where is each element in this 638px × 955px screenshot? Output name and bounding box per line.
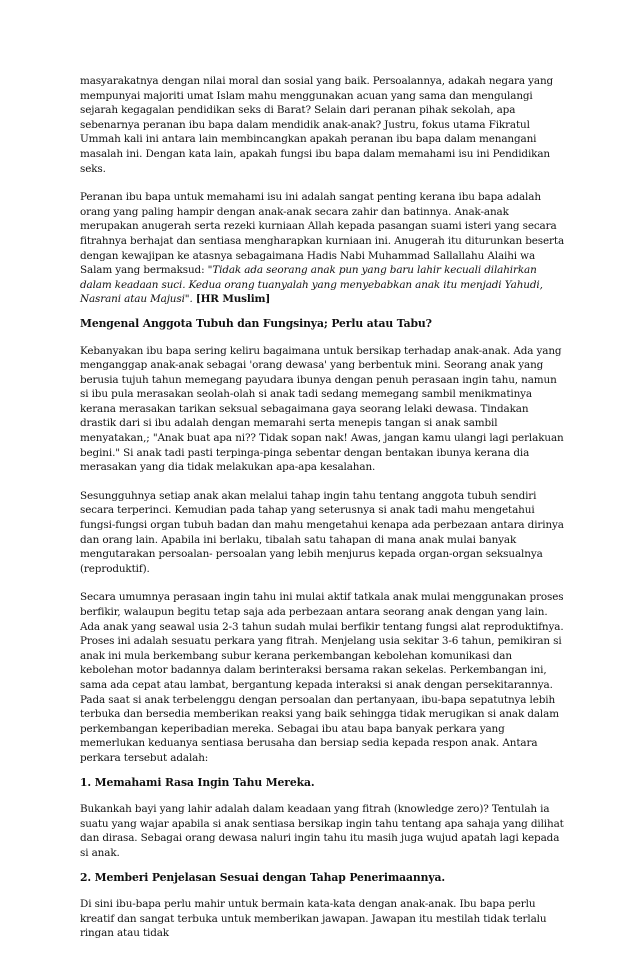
section-heading-body-parts: Mengenal Anggota Tubuh dan Fungsinya; Perlu atau Tabu? [80, 316, 432, 330]
paragraph-curiosity: Sesungguhnya setiap anak akan melalui tahap ingin tahu tentang anggota tubuh sendiri secara terperinci. Kemudian pada tahap yang seterusnya si anak tadi mahu mengetahui fungsi-fungsi organ tubuh badan dan mahu mengetahui kenapa ada perbezaan antara dirinya dan orang lain. Apabila ini berlaku, tibalah satu tahapan di mana anak mulai banyak mengutarakan persoalan- persoalan yang lebih menjurus kepada organ-organ seksualnya (reproduktif). [80, 489, 564, 575]
section-heading-understand: 1. Memahami Rasa Ingin Tahu Mereka. [80, 775, 315, 789]
section-heading-explain: 2. Memberi Penjelasan Sesuai dengan Tahap Penerimaannya. [80, 870, 446, 884]
paragraph-general: Secara umumnya perasaan ingin tahu ini mulai aktif tatkala anak mulai menggunakan proses berfikir, walaupun begitu tetap saja ada perbezaan antara seorang anak dengan yang lain. Ada anak yang seawal usia 2-3 tahun sudah mulai berfikir tentang fungsi alat reproduktifnya. Proses ini adalah sesuatu perkara yang fitrah. Menjelang usia sekitar 3-6 tahun, pemikiran si anak ini mula berkembang subur kerana perkembangan kebolehan komunikasi dan kebolehan motor badannya dalam berinteraksi bersama rakan sekelas. Perkembangan ini, sama ada cepat atau lambat, bergantung kepada interaksi si anak dengan persekitarannya. Pada saat si anak terbelenggu dengan persoalan dan pertanyaan, ibu-bapa sepatutnya lebih terbuka dan bersedia memberikan reaksi yang baik sehingga tidak merugikan si anak dalam perkembangan keperibadian mereka. Sebagai ibu atau bapa banyak perkara yang memerlukan keduanya sentiasa berusaha dan bersiap sedia kepada respon anak. Antara perkara tersebut adalah: [80, 591, 564, 764]
paragraph-parent-skill: Di sini ibu-bapa perlu mahir untuk bermain kata-kata dengan anak-anak. Ibu bapa perlu kreatif dan sangat terbuka untuk memberikan jawapan. Jawapan itu mestilah tidak terlalu ringan atau tidak [80, 898, 547, 940]
paragraph-parent-role-text: Peranan ibu bapa untuk memahami isu ini adalah sangat penting kerana ibu bapa adalah orang yang paling hampir dengan anak-anak secara zahir dan batinnya. Anak-anak merupakan anugerah serta rezeki kurniaan Allah kepada pasangan suami isteri yang secara fitrahnya berhajat dan sentiasa mengharapkan kurniaan ini. Anugerah itu diturunkan beserta dengan kewajipan ke atasnya sebagaimana Hadis Nabi Muhammad Sallallahu Alaihi wa Salam yang bermaksud: [80, 191, 565, 277]
paragraph-parent-role [80, 190, 564, 307]
document-page [80, 74, 564, 955]
hadith-source: [HR Muslim] [195, 293, 271, 306]
paragraph-baby-nature: Bukankah bayi yang lahir adalah dalam keadaan yang fitrah (knowledge zero)? Tentulah ia suatu yang wajar apabila si anak sentiasa bersikap ingin tahu tentang apa sahaja yang dilihat dan dirasa. Sebagai orang dewasa naluri ingin tahu itu masih juga wujud apatah lagi kepada si anak. [80, 803, 564, 859]
paragraph-confusion: Kebanyakan ibu bapa sering keliru bagaimana untuk bersikap terhadap anak-anak. Ada yang menganggap anak-anak sebagai 'orang dewasa' yang berbentuk mini. Seorang anak yang berusia tujuh tahun memegang payudara ibunya dengan penuh perasaan ingin tahu, namun si ibu pula merasakan seolah-olah si anak tadi sedang memegang sambil menikmatinya kerana merasakan tarikan seksual sebagaimana gaya seorang lelaki dewasa. Tindakan drastik dari si ibu adalah dengan memarahi serta menepis tangan si anak sambil menyatakan,; "Anak buat apa ni?? Tidak sopan nak! Awas, jangan kamu ulangi lagi perlakuan begini." Si anak tadi pasti terpinga-pinga sebentar dengan bentakan ibunya kerana dia merasakan yang dia tidak melakukan apa-apa kesalahan. [80, 344, 564, 474]
paragraph-intro: masyarakatnya dengan nilai moral dan sosial yang baik. Persoalannya, adakah negara yang mempunyai majoriti umat Islam mahu menggunakan acuan yang sama dan mengulangi sejarah kegagalan pendidikan seks di Barat? Selain dari peranan pihak sekolah, apa sebenarnya peranan ibu bapa dalam mendidik anak-anak? Justru, fokus utama Fikratul Ummah kali ini antara lain membincangkan apakah peranan ibu bapa dalam menangani masalah ini. Dengan kata lain, apakah fungsi ibu bapa dalam memahami isu ini Pendidikan seks. [80, 75, 554, 175]
hadith-quote: "Tidak ada seorang anak pun yang baru lahir kecuali dilahirkan dalam keadaan suci. Kedua orang tuanyalah yang menyebabkan anak itu menjadi Yahudi, Nasrani atau Majusi". [80, 264, 543, 306]
